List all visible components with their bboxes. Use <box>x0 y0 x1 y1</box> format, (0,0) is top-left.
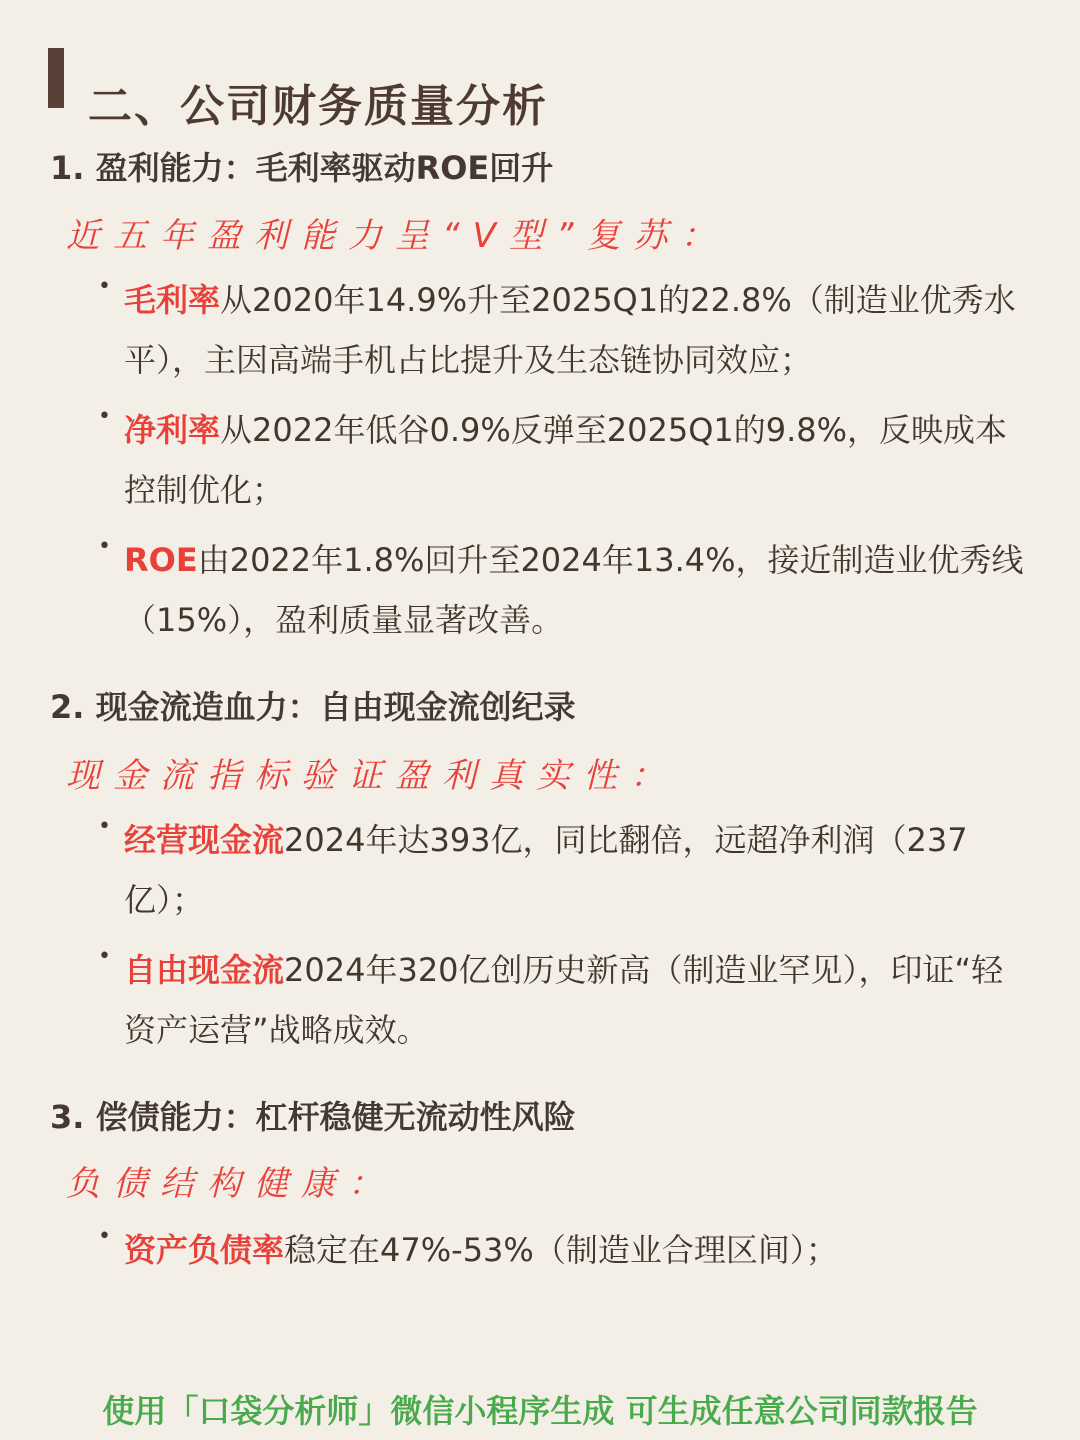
section-heading-solvency: 3. 偿债能力：杠杆稳健无流动性风险 <box>50 1098 576 1136</box>
bullet-gross-margin <box>98 270 1034 390</box>
bullet-text: 稳定在47%-53%（制造业合理区间）； <box>284 1231 838 1269</box>
section-subtitle-profitability: 近五年盈利能力呈“V型”复苏： <box>66 216 728 256</box>
bullet-dot-icon: • <box>98 404 111 429</box>
bullet-dot-icon: • <box>98 1224 111 1249</box>
bullet-roe <box>98 530 1034 650</box>
section-heading-cashflow: 2. 现金流造血力：自由现金流创纪录 <box>50 688 576 726</box>
title-accent-bar <box>48 48 64 108</box>
page-title: 二、公司财务质量分析 <box>88 81 548 132</box>
bullet-dot-icon: • <box>98 534 111 559</box>
bullet-operating-cashflow <box>98 810 1034 930</box>
bullet-text: 从2022年低谷0.9%反弹至2025Q1的9.8%，反映成本控制优化； <box>124 411 1008 509</box>
bullet-highlight: 自由现金流 <box>124 951 285 989</box>
bullet-text: 从2020年14.9%升至2025Q1的22.8%（制造业优秀水平），主因高端手机占比提升及生态链协同效应； <box>124 281 1016 379</box>
bullet-highlight: 毛利率 <box>124 281 221 319</box>
bullet-text: 由2022年1.8%回升至2024年13.4%，接近制造业优秀线（15%），盈利质量显著改善。 <box>124 541 1024 639</box>
bullet-debt-ratio <box>98 1220 1034 1280</box>
bullet-highlight: 资产负债率 <box>124 1231 285 1269</box>
bullet-highlight: 经营现金流 <box>124 821 285 859</box>
bullet-text: 2024年达393亿，同比翻倍，远超净利润（237亿）； <box>124 821 968 919</box>
bullet-dot-icon: • <box>98 814 111 839</box>
bullet-highlight: ROE <box>124 541 198 579</box>
section-subtitle-cashflow: 现金流指标验证盈利真实性： <box>66 756 677 796</box>
bullet-net-margin <box>98 400 1034 520</box>
bullet-highlight: 净利率 <box>124 411 221 449</box>
section-heading-profitability: 1. 盈利能力：毛利率驱动ROE回升 <box>50 149 554 187</box>
bullet-free-cashflow <box>98 940 1034 1060</box>
bullet-dot-icon: • <box>98 944 111 969</box>
bullet-text: 2024年320亿创历史新高（制造业罕见），印证“轻资产运营”战略成效。 <box>124 951 1004 1049</box>
footer-promo: 使用「口袋分析师」微信小程序生成 可生成任意公司同款报告 <box>102 1392 978 1430</box>
section-subtitle-solvency: 负债结构健康： <box>66 1164 395 1204</box>
bullet-dot-icon: • <box>98 274 111 299</box>
